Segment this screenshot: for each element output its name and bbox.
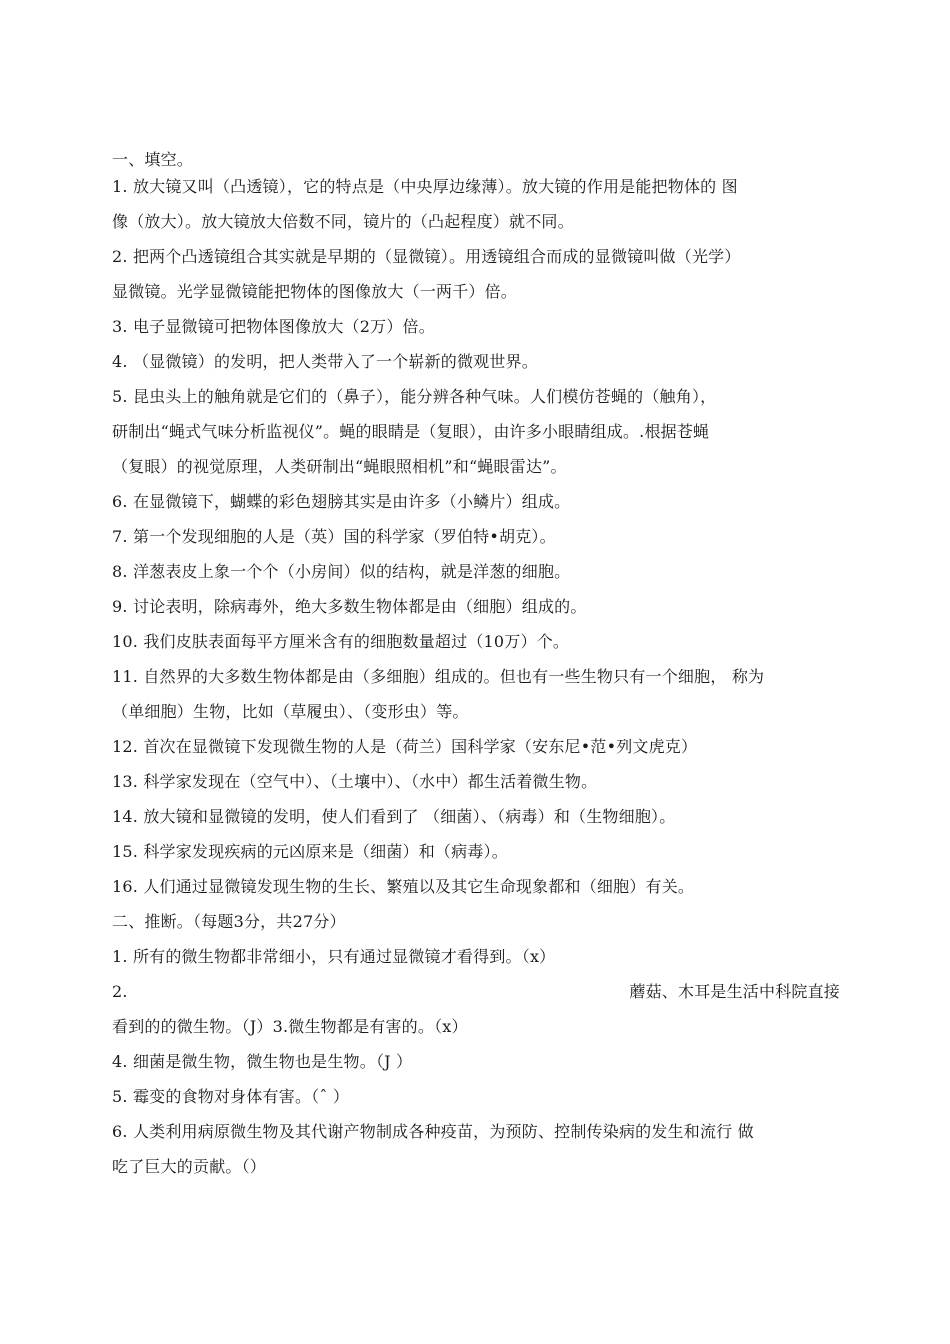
text-line: 7. 第一个发现细胞的人是（英）国的科学家（罗伯特•胡克）。 (112, 527, 556, 546)
section-heading-judgment: 二、推断。（每题3分，共27分） (112, 912, 346, 931)
text-line: 12. 首次在显微镜下发现微生物的人是（荷兰）国科学家（安东尼•范•列文虎克） (112, 737, 698, 756)
text-line: 6. 在显微镜下，蝴蝶的彩色翅膀其实是由许多（小鳞片）组成。 (112, 492, 571, 511)
text-line: （单细胞）生物，比如（草履虫）、（变形虫）等。 (112, 702, 469, 721)
text-line: 显微镜。光学显微镜能把物体的图像放大（一两千）倍。 (112, 282, 518, 301)
question-number: 2. (112, 982, 128, 1001)
section-heading-fill-blank: 一、填空。 (112, 150, 194, 169)
text-line: 11. 自然界的大多数生物体都是由（多细胞）组成的。但也有一些生物只有一个细胞， 称为 (112, 667, 765, 686)
text-line: 9. 讨论表明，除病毒外，绝大多数生物体都是由（细胞）组成的。 (112, 597, 587, 616)
text-line: 2. 把两个凸透镜组合其实就是早期的（显微镜）。用透镜组合而成的显微镜叫做（光学） (112, 247, 741, 266)
text-line: 8. 洋葱表皮上象一个个（小房间）似的结构，就是洋葱的细胞。 (112, 562, 571, 581)
question-line: 1. 所有的微生物都非常细小，只有通过显微镜才看得到。（x） (112, 947, 556, 966)
question-line: 6. 人类利用病原微生物及其代谢产物制成各种疫苗，为预防、控制传染病的发生和流行 做 (112, 1122, 754, 1141)
question-line: 看到的的微生物。（J）3.微生物都是有害的。（x） (112, 1017, 468, 1036)
question-line: 吃了巨大的贡献。（） (112, 1157, 267, 1176)
question-line: 5. 霉变的食物对身体有害。（ˆ ） (112, 1087, 350, 1106)
text-line: （复眼）的视觉原理，人类研制出“蝇眼照相机”和“蝇眼雷达”。 (112, 457, 567, 476)
text-line: 3. 电子显微镜可把物体图像放大（2万）倍。 (112, 317, 435, 336)
text-line: 1. 放大镜又叫（凸透镜），它的特点是（中央厚边缘薄）。放大镜的作用是能把物体的 图 (112, 177, 738, 196)
text-line: 研制出“蝇式气味分析监视仪”。蝇的眼睛是（复眼），由许多小眼睛组成。.根据苍蝇 (112, 422, 710, 441)
text-line: 14. 放大镜和显微镜的发明，使人们看到了 （细菌）、（病毒）和（生物细胞）。 (112, 807, 676, 826)
text-line: 10. 我们皮肤表面每平方厘米含有的细胞数量超过（10万）个。 (112, 632, 570, 651)
question-line-split (112, 982, 840, 1001)
document-page (112, 150, 840, 1192)
text-line: 5. 昆虫头上的触角就是它们的（鼻子），能分辨各种气味。人们模仿苍蝇的（触角）， (112, 387, 717, 406)
text-line: 16. 人们通过显微镜发现生物的生长、繁殖以及其它生命现象都和（细胞）有关。 (112, 877, 695, 896)
text-line: 13. 科学家发现在（空气中）、（土壤中）、（水中）都生活着微生物。 (112, 772, 598, 791)
text-line: 4. （显微镜）的发明，把人类带入了一个崭新的微观世界。 (112, 352, 538, 371)
question-text: 蘑菇、木耳是生活中科院直接 (629, 982, 840, 1001)
question-line: 4. 细菌是微生物，微生物也是生物。（J ） (112, 1052, 413, 1071)
text-line: 像（放大）。放大镜放大倍数不同，镜片的（凸起程度）就不同。 (112, 212, 574, 231)
text-line: 15. 科学家发现疾病的元凶原来是（细菌）和（病毒）。 (112, 842, 508, 861)
